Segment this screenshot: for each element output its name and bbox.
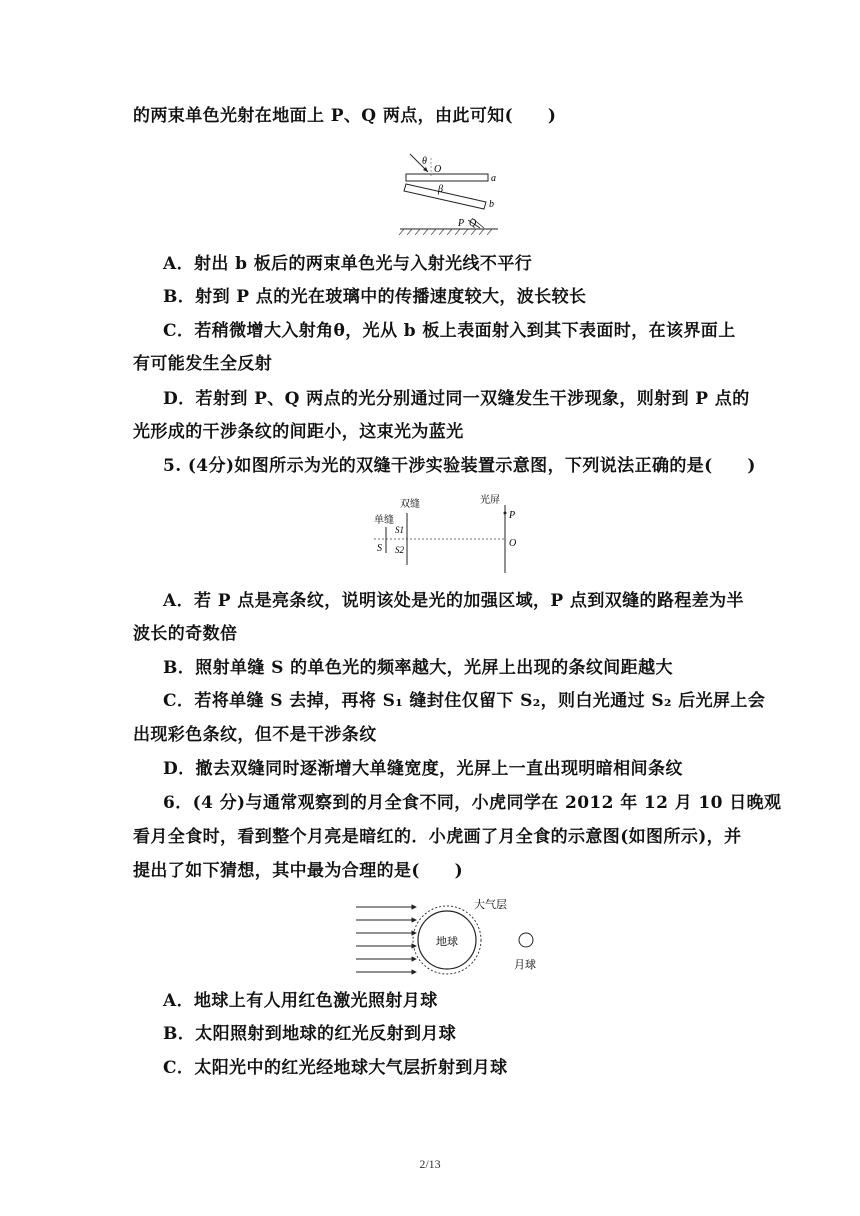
o-label: O: [434, 164, 442, 175]
question-continuation: 的两束单色光射在地面上 P、Q 两点，由此可知( ): [133, 106, 557, 126]
double-slit-label: 双缝: [400, 499, 420, 510]
plate-b: [404, 184, 486, 209]
beta-label: β: [438, 184, 443, 195]
glass-plates-figure: [398, 150, 508, 240]
q4-option-d: D．若射到 P、Q 两点的光分别通过同一双缝发生干涉现象，则射到 P 点的: [163, 389, 750, 409]
s1-label: S1: [395, 525, 404, 535]
plate-a-label: a: [491, 173, 496, 184]
q6-option-a: A．地球上有人用红色激光照射月球: [163, 991, 438, 1011]
q4-option-d-cont: 光形成的干涉条纹的间距小，这束光为蓝光: [133, 422, 464, 442]
atmosphere-label: 大气层: [474, 899, 507, 911]
p-label: P: [458, 218, 465, 229]
q6-option-b: B．太阳照射到地球的红光反射到月球: [163, 1024, 457, 1044]
q-label: Q: [469, 218, 477, 229]
o-point-label: O: [509, 538, 517, 549]
q5-stem: 5. (4分)如图所示为光的双缝干涉实验装置示意图，下列说法正确的是( ): [163, 456, 756, 476]
lunar-eclipse-figure: [354, 895, 554, 980]
s-label: S: [377, 543, 382, 554]
q6-stem-2: 看月全食时，看到整个月亮是暗红的．小虎画了月全食的示意图(如图所示)，并: [133, 827, 742, 847]
theta-label: θ: [422, 156, 427, 167]
double-slit-figure: [372, 493, 522, 578]
q5-option-c: C．若将单缝 S 去掉，再将 S₁ 缝封住仅留下 S₂，则白光通过 S₂ 后光屏上会: [163, 691, 766, 711]
q6-option-c: C．太阳光中的红光经地球大气层折射到月球: [163, 1058, 508, 1078]
screen-label: 光屏: [480, 495, 500, 506]
q5-option-d: D．撤去双缝同时逐渐增大单缝宽度，光屏上一直出现明暗相间条纹: [163, 759, 683, 779]
page-number: 2/13: [419, 1157, 441, 1171]
moon-circle: [519, 933, 533, 947]
q6-stem-3: 提出了如下猜想，其中最为合理的是( ): [133, 861, 464, 881]
p-point-label: P: [509, 510, 516, 521]
q4-option-c: C．若稍微增大入射角θ，光从 b 板上表面射入到其下表面时，在该界面上: [163, 321, 736, 341]
sunlight-rays: [356, 907, 416, 972]
single-slit-label: 单缝: [374, 515, 394, 526]
plate-a: [406, 174, 488, 181]
q5-option-c-cont: 出现彩色条纹，但不是干涉条纹: [133, 725, 377, 745]
q5-option-a: A．若 P 点是亮条纹，说明该处是光的加强区域，P 点到双缝的路程差为半: [163, 591, 744, 611]
q4-option-c-cont: 有可能发生全反射: [133, 354, 273, 374]
q4-option-a: A．射出 b 板后的两束单色光与入射光线不平行: [163, 254, 533, 274]
moon-label: 月球: [514, 959, 536, 971]
q4-option-b: B．射到 P 点的光在玻璃中的传播速度较大，波长较长: [163, 287, 587, 307]
earth-label: 地球: [436, 936, 458, 948]
plate-b-label: b: [489, 199, 494, 210]
q5-option-a-cont: 波长的奇数倍: [133, 624, 238, 644]
q6-stem-1: 6．(4 分)与通常观察到的月全食不同，小虎同学在 2012 年 12 月 10 日晚观: [163, 793, 782, 813]
q5-option-b: B．照射单缝 S 的单色光的频率越大，光屏上出现的条纹间距越大: [163, 658, 673, 678]
s2-label: S2: [395, 545, 404, 555]
